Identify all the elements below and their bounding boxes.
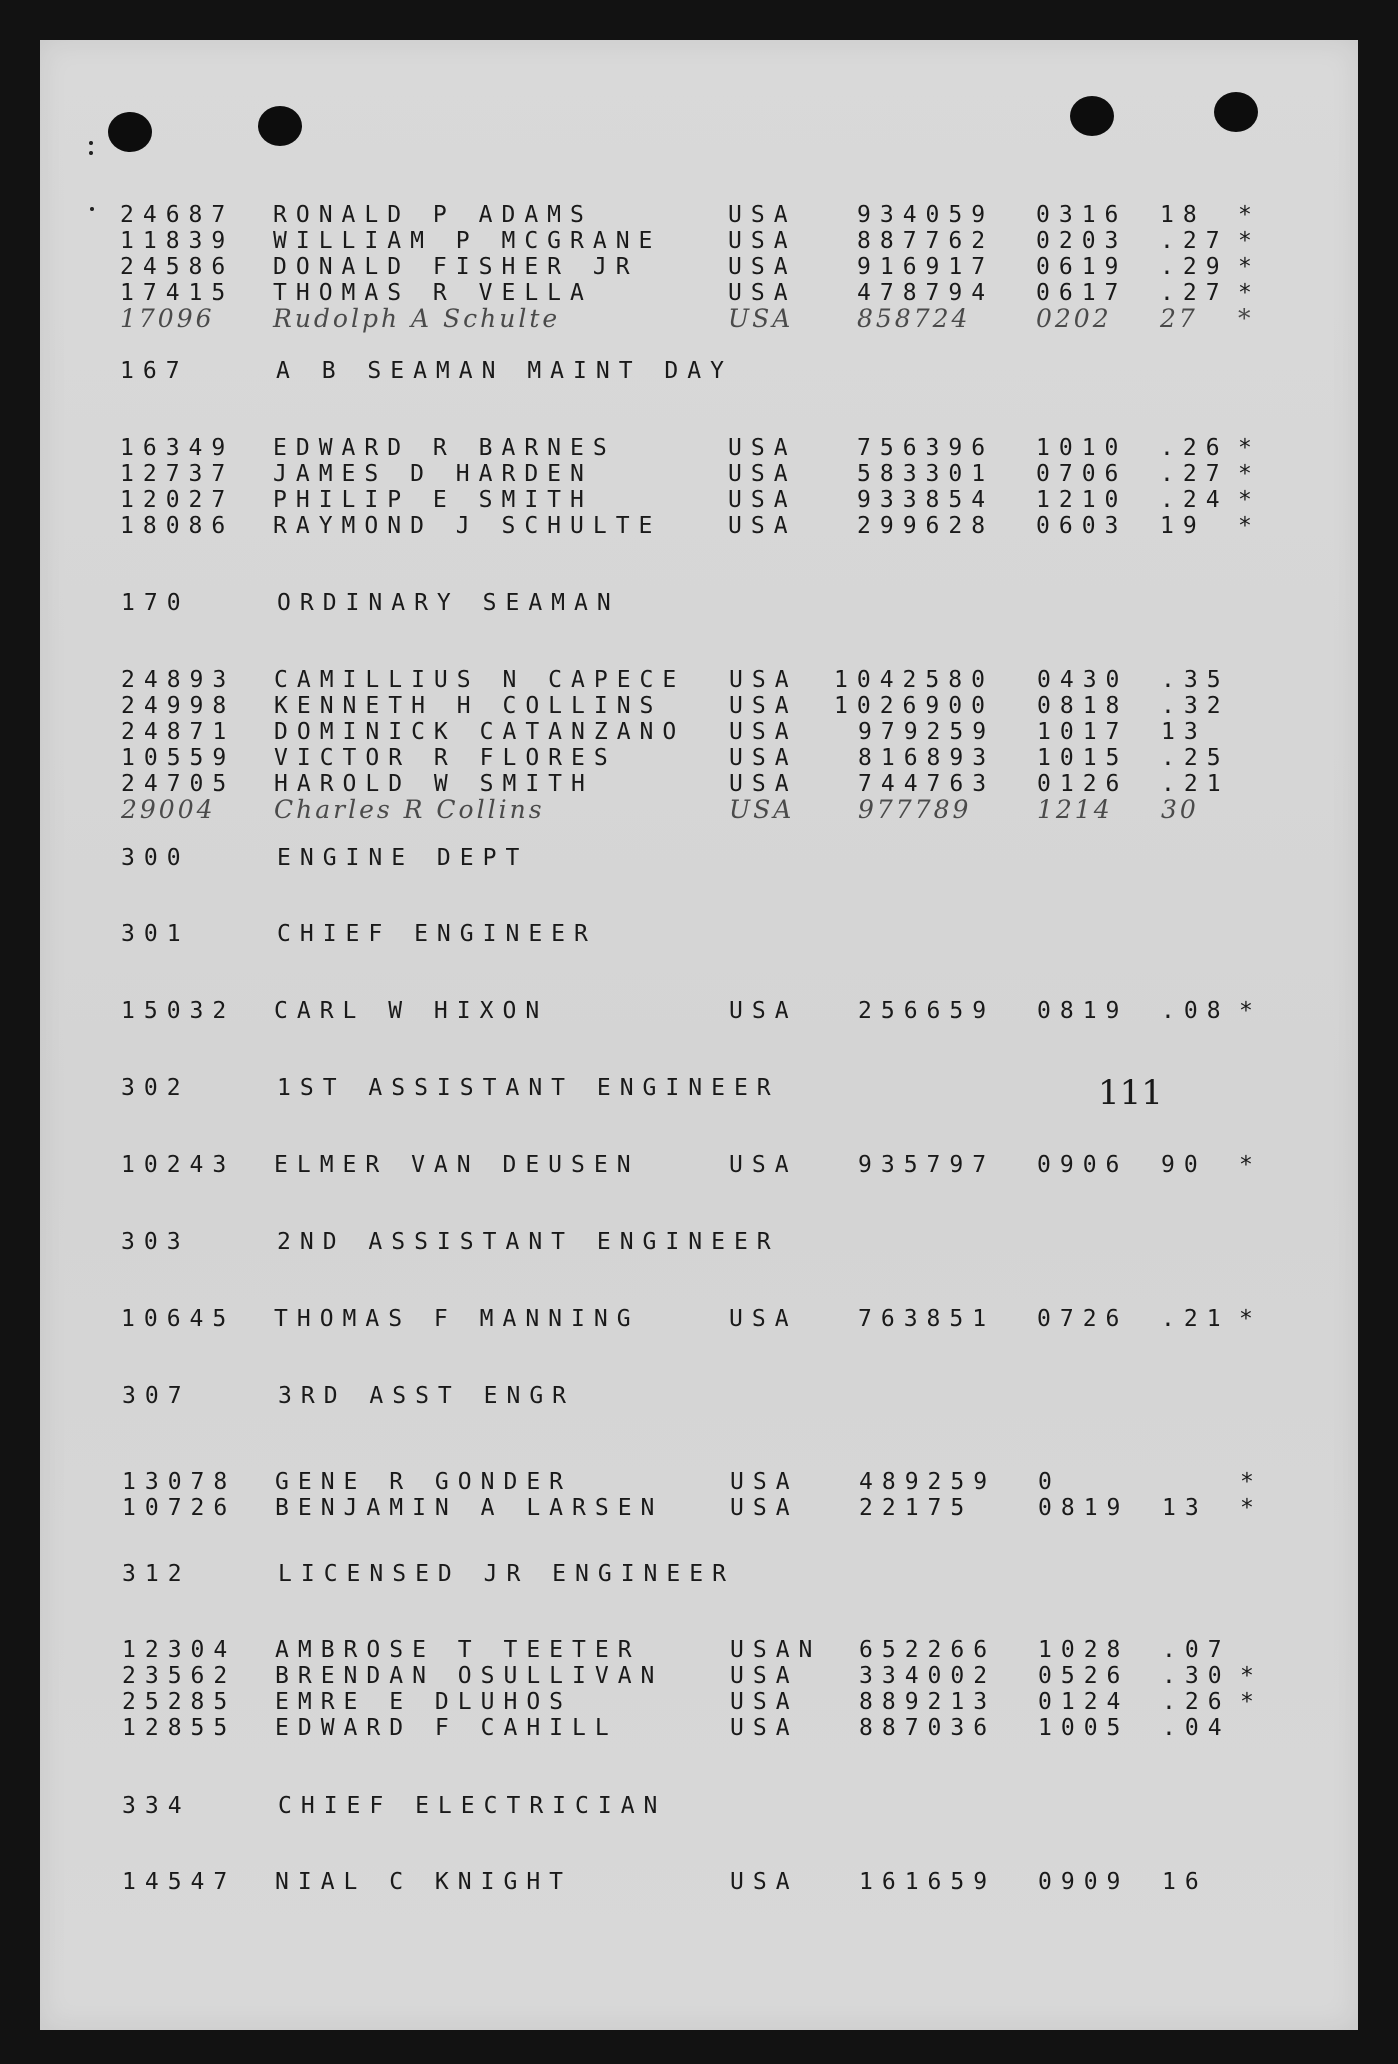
entry-rate: 13 <box>1161 719 1207 745</box>
entry-number: 979259 <box>858 719 996 745</box>
entry-rate: 13 <box>1162 1495 1208 1521</box>
entry-name: GENE R GONDER <box>275 1469 573 1495</box>
entry-name: CARL W HIXON <box>274 998 549 1024</box>
roster-entry <box>0 1469 1398 1495</box>
entry-code: 0430 <box>1037 667 1129 693</box>
roster-entry <box>0 1152 1398 1178</box>
roster-entry <box>0 1715 1398 1741</box>
entry-country: USA <box>730 1469 799 1495</box>
section-title: CHIEF ENGINEER <box>277 921 597 947</box>
entry-mark: * <box>1238 435 1261 461</box>
entry-country: USA <box>729 1306 798 1332</box>
entry-rate: .25 <box>1161 745 1230 771</box>
roster-entry <box>0 280 1398 306</box>
entry-mark: * <box>1238 228 1261 254</box>
entry-rate: .08 <box>1161 998 1230 1024</box>
entry-rate: .29 <box>1160 254 1229 280</box>
entry-id: 24893 <box>121 667 236 693</box>
entry-rate: .27 <box>1160 228 1229 254</box>
entry-code: 0819 <box>1038 1495 1130 1521</box>
entry-id: 11839 <box>120 228 235 254</box>
entry-country: USA <box>729 1152 798 1178</box>
entry-mark: * <box>1240 1663 1263 1689</box>
entry-mark: * <box>1239 1306 1262 1332</box>
entry-id: 16349 <box>120 435 235 461</box>
entry-code: 1214 <box>1037 795 1113 824</box>
entry-rate: .21 <box>1161 771 1230 797</box>
section-title: 2ND ASSISTANT ENGINEER <box>277 1229 780 1255</box>
entry-id: 12304 <box>122 1637 237 1663</box>
entry-country: USA <box>729 745 798 771</box>
entry-name: WILLIAM P MCGRANE <box>273 228 662 254</box>
entry-mark: * <box>1240 1689 1263 1715</box>
entry-number: 299628 <box>857 513 995 539</box>
roster-entry <box>0 202 1398 228</box>
entry-id: 24998 <box>121 693 236 719</box>
entry-name: ELMER VAN DEUSEN <box>274 1152 640 1178</box>
section-header <box>0 1383 1398 1409</box>
entry-country: USAN <box>730 1637 822 1663</box>
entry-rate: .32 <box>1161 693 1230 719</box>
section-header <box>0 1075 1398 1101</box>
entry-name: DOMINICK CATANZANO <box>274 719 686 745</box>
entry-mark: * <box>1238 304 1254 333</box>
entry-code: 0617 <box>1036 280 1128 306</box>
section-title: ORDINARY SEAMAN <box>277 590 620 616</box>
entry-code: 1028 <box>1038 1637 1130 1663</box>
roster-entry <box>0 745 1398 771</box>
entry-number: 756396 <box>857 435 995 461</box>
entry-rate: 19 <box>1160 513 1206 539</box>
entry-country: USA <box>728 461 797 487</box>
entry-rate: 18 <box>1160 202 1206 228</box>
entry-country: USA <box>730 1689 799 1715</box>
roster-entry <box>0 461 1398 487</box>
entry-id: 23562 <box>122 1663 237 1689</box>
entry-name: AMBROSE T TEETER <box>275 1637 641 1663</box>
entry-number: 889213 <box>859 1689 997 1715</box>
roster-entry <box>0 1663 1398 1689</box>
roster-entry <box>0 228 1398 254</box>
entry-number: 489259 <box>859 1469 997 1495</box>
section-title: 1ST ASSISTANT ENGINEER <box>277 1075 780 1101</box>
entry-name: Rudolph A Schulte <box>273 304 561 333</box>
roster-entry <box>0 1637 1398 1663</box>
entry-id: 10726 <box>122 1495 237 1521</box>
section-header <box>0 1229 1398 1255</box>
entry-code: 0 <box>1038 1469 1061 1495</box>
entry-rate: .24 <box>1160 487 1229 513</box>
entry-id: 13078 <box>122 1469 237 1495</box>
entry-code: 0316 <box>1036 202 1128 228</box>
entry-code: 0203 <box>1036 228 1128 254</box>
entry-id: 12027 <box>120 487 235 513</box>
entry-id: 17096 <box>120 304 215 333</box>
roster-entry <box>0 1689 1398 1715</box>
page-number: 111 <box>1098 1073 1163 1113</box>
entry-code: 0202 <box>1036 304 1112 333</box>
entry-code: 0619 <box>1036 254 1128 280</box>
entry-code: 1010 <box>1036 435 1128 461</box>
section-code: 334 <box>122 1793 191 1819</box>
entry-number: 334002 <box>859 1663 997 1689</box>
entry-country: USA <box>728 280 797 306</box>
roster-entry <box>0 1869 1398 1895</box>
section-code: 170 <box>121 590 190 616</box>
entry-name: RAYMOND J SCHULTE <box>273 513 662 539</box>
entry-number: 744763 <box>858 771 996 797</box>
entry-code: 0909 <box>1038 1869 1130 1895</box>
entry-mark: * <box>1238 254 1261 280</box>
entry-number: 816893 <box>858 745 996 771</box>
entry-id: 14547 <box>122 1869 237 1895</box>
entry-number: 22175 <box>859 1495 974 1521</box>
entry-rate: .21 <box>1161 1306 1230 1332</box>
entry-country: USA <box>730 1715 799 1741</box>
roster-entry <box>0 771 1398 797</box>
entry-code: 1210 <box>1036 487 1128 513</box>
entry-mark: * <box>1238 202 1261 228</box>
entry-code: 1015 <box>1037 745 1129 771</box>
entry-id: 24705 <box>121 771 236 797</box>
roster-entry <box>0 435 1398 461</box>
section-code: 300 <box>121 845 190 871</box>
entry-name: CAMILLIUS N CAPECE <box>274 667 686 693</box>
roster-entry <box>0 667 1398 693</box>
entry-rate: .27 <box>1160 461 1229 487</box>
section-header <box>0 358 1398 384</box>
entry-code: 0726 <box>1037 1306 1129 1332</box>
section-title: 3RD ASST ENGR <box>278 1383 576 1409</box>
entry-number: 161659 <box>859 1869 997 1895</box>
entry-name: BRENDAN OSULLIVAN <box>275 1663 664 1689</box>
handwritten-entry <box>0 797 1398 823</box>
roster-entry <box>0 254 1398 280</box>
roster-entry <box>0 1495 1398 1521</box>
entry-name: EDWARD R BARNES <box>273 435 616 461</box>
entry-country: USA <box>730 1495 799 1521</box>
entry-mark: * <box>1240 1469 1263 1495</box>
roster-entry <box>0 998 1398 1024</box>
entry-name: HAROLD W SMITH <box>274 771 594 797</box>
roster-entry <box>0 719 1398 745</box>
entry-country: USA <box>730 1869 799 1895</box>
entry-code: 1017 <box>1037 719 1129 745</box>
entry-code: 0126 <box>1037 771 1129 797</box>
entry-country: USA <box>729 719 798 745</box>
entry-id: 10243 <box>121 1152 236 1178</box>
handwritten-entry <box>0 306 1398 332</box>
entry-mark: * <box>1238 280 1261 306</box>
entry-id: 25285 <box>122 1689 237 1715</box>
entry-id: 10559 <box>121 745 236 771</box>
entry-code: 0906 <box>1037 1152 1129 1178</box>
section-header <box>0 921 1398 947</box>
entry-rate: .35 <box>1161 667 1230 693</box>
entry-number: 583301 <box>857 461 995 487</box>
section-code: 167 <box>120 358 189 384</box>
entry-country: USA <box>728 487 797 513</box>
entry-country: USA <box>728 304 794 333</box>
entry-name: KENNETH H COLLINS <box>274 693 663 719</box>
entry-name: VICTOR R FLORES <box>274 745 617 771</box>
section-code: 303 <box>121 1229 190 1255</box>
section-title: CHIEF ELECTRICIAN <box>278 1793 667 1819</box>
entry-id: 24586 <box>120 254 235 280</box>
entry-rate: 16 <box>1162 1869 1208 1895</box>
entry-code: 0124 <box>1038 1689 1130 1715</box>
entry-id: 29004 <box>121 795 216 824</box>
entry-code: 0819 <box>1037 998 1129 1024</box>
entry-code: 0818 <box>1037 693 1129 719</box>
entry-rate: .26 <box>1160 435 1229 461</box>
entry-code: 1005 <box>1038 1715 1130 1741</box>
section-code: 312 <box>122 1561 191 1587</box>
entry-name: DONALD FISHER JR <box>273 254 639 280</box>
entry-id: 18086 <box>120 513 235 539</box>
entry-mark: * <box>1239 998 1262 1024</box>
section-header <box>0 590 1398 616</box>
entry-code: 0603 <box>1036 513 1128 539</box>
section-title: ENGINE DEPT <box>277 845 529 871</box>
entry-rate: .07 <box>1162 1637 1231 1663</box>
section-header <box>0 845 1398 871</box>
entry-code: 0706 <box>1036 461 1128 487</box>
entry-id: 12737 <box>120 461 235 487</box>
entry-country: USA <box>728 202 797 228</box>
entry-country: USA <box>728 228 797 254</box>
entry-mark: * <box>1240 1495 1263 1521</box>
entry-country: USA <box>728 254 797 280</box>
entry-name: PHILIP E SMITH <box>273 487 593 513</box>
entry-number: 1042580 <box>834 667 994 693</box>
section-title: LICENSED JR ENGINEER <box>278 1561 735 1587</box>
section-code: 301 <box>121 921 190 947</box>
entry-id: 24687 <box>120 202 235 228</box>
entry-number: 858724 <box>857 304 971 333</box>
entry-number: 763851 <box>858 1306 996 1332</box>
entry-name: THOMAS F MANNING <box>274 1306 640 1332</box>
entry-name: NIAL C KNIGHT <box>275 1869 573 1895</box>
entry-rate: .27 <box>1160 280 1229 306</box>
entry-country: USA <box>729 795 795 824</box>
entry-number: 887762 <box>857 228 995 254</box>
entry-country: USA <box>729 693 798 719</box>
entry-name: RONALD P ADAMS <box>273 202 593 228</box>
entry-country: USA <box>730 1663 799 1689</box>
entry-name: Charles R Collins <box>274 795 545 824</box>
entry-name: BENJAMIN A LARSEN <box>275 1495 664 1521</box>
entry-id: 24871 <box>121 719 236 745</box>
entry-number: 652266 <box>859 1637 997 1663</box>
entry-mark: * <box>1238 461 1261 487</box>
entry-name: EMRE E DLUHOS <box>275 1689 573 1715</box>
section-header <box>0 1793 1398 1819</box>
entry-mark: * <box>1238 513 1261 539</box>
entry-number: 887036 <box>859 1715 997 1741</box>
entry-country: USA <box>729 667 798 693</box>
section-code: 307 <box>122 1383 191 1409</box>
entry-number: 1026900 <box>834 693 994 719</box>
entry-number: 934059 <box>857 202 995 228</box>
entry-code: 0526 <box>1038 1663 1130 1689</box>
section-code: 302 <box>121 1075 190 1101</box>
entry-name: JAMES D HARDEN <box>273 461 593 487</box>
roster-entry <box>0 513 1398 539</box>
entry-number: 256659 <box>858 998 996 1024</box>
entry-country: USA <box>729 771 798 797</box>
roster-entry <box>0 693 1398 719</box>
entry-rate: .04 <box>1162 1715 1231 1741</box>
entry-rate: .26 <box>1162 1689 1231 1715</box>
entry-rate: 27 <box>1160 304 1198 333</box>
section-title: A B SEAMAN MAINT DAY <box>276 358 733 384</box>
entry-mark: * <box>1238 487 1261 513</box>
entry-mark: * <box>1239 1152 1262 1178</box>
entry-rate: .30 <box>1162 1663 1231 1689</box>
entry-id: 17415 <box>120 280 235 306</box>
roster-entry <box>0 1306 1398 1332</box>
entry-country: USA <box>729 998 798 1024</box>
entry-number: 935797 <box>858 1152 996 1178</box>
entry-id: 10645 <box>121 1306 236 1332</box>
entry-country: USA <box>728 435 797 461</box>
entry-name: THOMAS R VELLA <box>273 280 593 306</box>
entry-id: 12855 <box>122 1715 237 1741</box>
roster-entry <box>0 487 1398 513</box>
entry-rate: 30 <box>1161 795 1199 824</box>
entry-number: 916917 <box>857 254 995 280</box>
section-header <box>0 1561 1398 1587</box>
entry-rate: 90 <box>1161 1152 1207 1178</box>
entry-number: 933854 <box>857 487 995 513</box>
entry-country: USA <box>728 513 797 539</box>
entry-name: EDWARD F CAHILL <box>275 1715 618 1741</box>
entry-id: 15032 <box>121 998 236 1024</box>
entry-number: 478794 <box>857 280 995 306</box>
entry-number: 977789 <box>858 795 972 824</box>
